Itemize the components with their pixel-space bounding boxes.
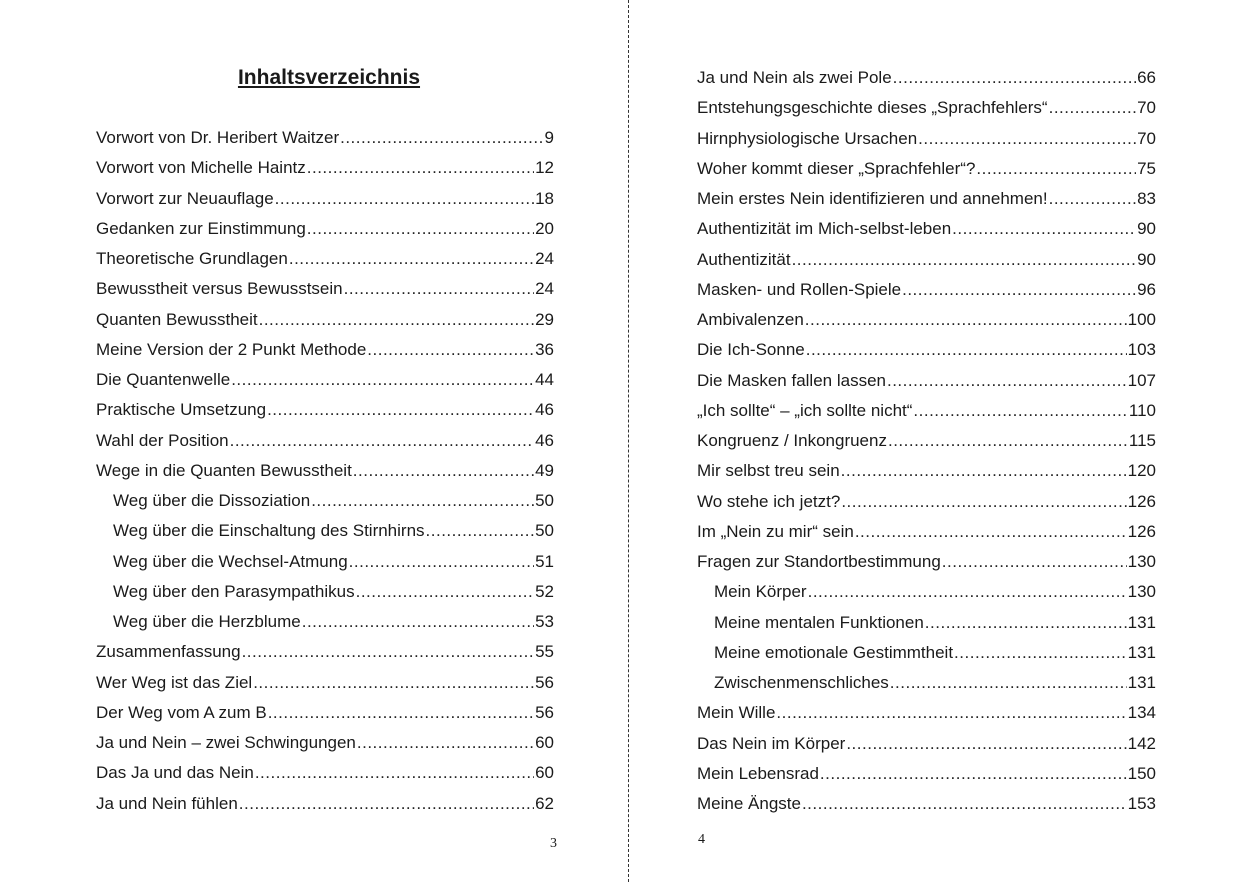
toc-entry <box>697 426 1156 456</box>
toc-list-left <box>96 123 554 819</box>
toc-entry <box>697 184 1156 214</box>
page-number-left: 3 <box>550 836 557 851</box>
toc-entry-page: 56 <box>535 702 554 722</box>
toc-entry <box>697 668 1156 698</box>
toc-entry-page: 50 <box>535 521 554 541</box>
toc-entry-page: 131 <box>1127 612 1156 632</box>
toc-entry-page: 29 <box>535 309 554 329</box>
toc-entry <box>697 366 1156 396</box>
toc-dot-leader <box>307 153 534 183</box>
toc-entry-label: Der Weg vom A zum B <box>96 702 267 722</box>
right-page <box>630 0 1255 882</box>
toc-dot-leader <box>302 607 534 637</box>
toc-dot-leader <box>367 335 534 365</box>
toc-entry-page: 49 <box>535 460 554 480</box>
toc-entry-page: 46 <box>535 400 554 420</box>
toc-entry-page: 56 <box>535 672 554 692</box>
toc-entry-label: Bewusstheit versus Bewusstsein <box>96 279 343 299</box>
toc-entry <box>96 758 554 788</box>
toc-entry <box>697 547 1156 577</box>
toc-dot-leader <box>820 759 1127 789</box>
toc-dot-leader <box>307 214 534 244</box>
toc-entry-page: 53 <box>535 612 554 631</box>
toc-dot-leader <box>841 487 1126 517</box>
toc-dot-leader <box>259 305 534 335</box>
toc-entry-page: 126 <box>1127 521 1156 541</box>
toc-entry-page: 70 <box>1137 128 1156 148</box>
toc-dot-leader <box>942 547 1127 577</box>
toc-dot-leader <box>846 729 1126 759</box>
toc-entry-page: 107 <box>1127 370 1156 390</box>
toc-entry <box>697 335 1156 365</box>
toc-entry-label: Zwischenmenschliches <box>714 673 889 692</box>
toc-dot-leader <box>887 366 1127 396</box>
toc-entry-label: Die Masken fallen lassen <box>697 370 886 390</box>
toc-dot-leader <box>893 63 1136 93</box>
toc-dot-leader <box>1049 184 1136 214</box>
toc-entry <box>697 124 1156 154</box>
toc-list-right <box>697 63 1156 819</box>
toc-entry-label: Die Ich-Sonne <box>697 340 805 360</box>
toc-entry-page: 115 <box>1128 431 1156 450</box>
toc-entry-page: 44 <box>535 370 554 389</box>
toc-dot-leader <box>954 638 1127 668</box>
toc-entry <box>96 516 554 546</box>
toc-entry-label: Meine Version der 2 Punkt Methode <box>96 339 367 359</box>
toc-entry-label: Wahl der Position <box>96 430 229 450</box>
toc-dot-leader <box>976 154 1136 184</box>
toc-dot-leader <box>275 184 534 214</box>
toc-entry <box>697 517 1156 547</box>
toc-dot-leader <box>888 426 1128 456</box>
toc-entry-label: Zusammenfassung <box>96 642 241 662</box>
toc-entry-label: Authentizität <box>697 249 791 269</box>
toc-entry <box>96 426 554 456</box>
toc-entry-label: Das Ja und das Nein <box>96 763 254 783</box>
toc-entry-page: 150 <box>1127 763 1156 783</box>
toc-entry <box>96 728 554 758</box>
toc-entry-label: Mein Lebensrad <box>697 763 819 783</box>
toc-entry-label: Masken- und Rollen-Spiele <box>697 279 902 299</box>
toc-entry-page: 9 <box>544 128 554 147</box>
toc-dot-leader <box>230 426 534 456</box>
toc-dot-leader <box>239 789 534 819</box>
toc-entry-page: 62 <box>535 793 554 813</box>
toc-entry-page: 55 <box>535 642 554 662</box>
toc-entry-label: Kongruenz / Inkongruenz <box>697 431 887 450</box>
toc-entry-label: Vorwort von Dr. Heribert Waitzer <box>96 128 340 147</box>
toc-entry-page: 142 <box>1127 733 1156 753</box>
toc-entry-page: 18 <box>535 188 554 208</box>
toc-entry <box>697 789 1156 819</box>
toc-dot-leader <box>231 365 534 395</box>
toc-entry <box>96 789 554 819</box>
toc-entry-page: 134 <box>1127 703 1156 723</box>
toc-entry-label: Vorwort von Michelle Haintz <box>96 158 306 178</box>
toc-dot-leader <box>952 214 1136 244</box>
toc-entry-label: Hirnphysiologische Ursachen <box>697 128 918 148</box>
toc-entry <box>96 184 554 214</box>
toc-entry-label: Meine Ängste <box>697 794 801 813</box>
toc-dot-leader <box>344 274 534 304</box>
toc-entry-page: 83 <box>1137 189 1156 208</box>
toc-dot-leader <box>925 608 1127 638</box>
toc-entry-label: Mein Wille <box>697 703 776 723</box>
toc-entry-page: 153 <box>1127 794 1156 813</box>
toc-entry-label: Fragen zur Standortbestimmung <box>697 552 941 571</box>
toc-entry <box>96 214 554 244</box>
toc-entry-page: 120 <box>1127 461 1156 481</box>
toc-dot-leader <box>311 486 534 516</box>
toc-entry-label: Ambivalenzen <box>697 310 804 329</box>
toc-entry-page: 90 <box>1137 219 1156 239</box>
toc-entry-page: 103 <box>1127 340 1156 360</box>
toc-entry-page: 60 <box>535 763 554 783</box>
toc-entry <box>697 729 1156 759</box>
toc-entry-label: Mir selbst treu sein <box>697 461 840 481</box>
toc-dot-leader <box>805 305 1127 335</box>
toc-entry <box>697 154 1156 184</box>
toc-entry-label: Wo stehe ich jetzt? <box>697 491 841 511</box>
toc-entry <box>96 637 554 667</box>
toc-entry-label: Wer Weg ist das Ziel <box>96 672 253 692</box>
toc-entry-page: 130 <box>1127 582 1156 602</box>
toc-entry-page: 24 <box>535 279 554 299</box>
toc-entry-page: 75 <box>1137 158 1156 178</box>
toc-entry <box>697 275 1156 305</box>
toc-dot-leader <box>340 123 543 153</box>
toc-entry <box>96 486 554 516</box>
toc-entry <box>697 608 1156 638</box>
toc-entry-label: Gedanken zur Einstimmung <box>96 218 306 238</box>
toc-entry-label: Mein Körper <box>714 582 807 602</box>
toc-title: Inhaltsverzeichnis <box>237 66 421 89</box>
toc-entry <box>697 698 1156 728</box>
toc-entry-label: Entstehungsgeschichte dieses „Sprachfehlers“ <box>697 98 1048 118</box>
toc-entry <box>96 607 554 637</box>
toc-entry <box>697 305 1156 335</box>
toc-entry-label: Weg über die Herzblume <box>113 612 301 631</box>
toc-entry-label: Authentizität im Mich-selbst-leben <box>697 219 952 239</box>
page-number-right: 4 <box>698 832 705 847</box>
toc-entry <box>96 698 554 728</box>
toc-entry-page: 46 <box>535 430 554 450</box>
toc-entry <box>96 456 554 486</box>
toc-dot-leader <box>890 668 1127 698</box>
toc-entry-page: 60 <box>535 733 554 752</box>
toc-dot-leader <box>776 698 1126 728</box>
toc-entry-label: Quanten Bewusstheit <box>96 309 258 329</box>
toc-entry <box>697 487 1156 517</box>
toc-dot-leader <box>357 728 534 758</box>
toc-dot-leader <box>1049 93 1136 123</box>
toc-entry-page: 96 <box>1137 279 1156 299</box>
toc-dot-leader <box>356 577 534 607</box>
toc-entry-label: Wege in die Quanten Bewusstheit <box>96 460 352 480</box>
toc-entry <box>96 365 554 395</box>
toc-entry-label: Ja und Nein – zwei Schwingungen <box>96 733 356 752</box>
toc-entry-page: 131 <box>1127 642 1156 662</box>
toc-entry-page: 131 <box>1127 673 1156 692</box>
toc-entry <box>96 335 554 365</box>
toc-entry-label: Ja und Nein als zwei Pole <box>697 68 892 87</box>
toc-entry <box>96 123 554 153</box>
toc-dot-leader <box>841 456 1127 486</box>
toc-entry-page: 51 <box>535 551 554 571</box>
toc-dot-leader <box>353 456 534 486</box>
toc-entry-label: Das Nein im Körper <box>697 733 846 753</box>
toc-entry <box>96 274 554 304</box>
toc-entry-page: 20 <box>535 218 554 238</box>
toc-entry-label: Theoretische Grundlagen <box>96 249 288 268</box>
toc-entry <box>697 577 1156 607</box>
toc-dot-leader <box>268 698 534 728</box>
toc-dot-leader <box>806 335 1127 365</box>
toc-entry <box>96 395 554 425</box>
toc-dot-leader <box>242 637 535 667</box>
toc-entry <box>697 638 1156 668</box>
toc-entry-page: 90 <box>1137 249 1156 269</box>
toc-dot-leader <box>253 668 534 698</box>
toc-entry-page: 36 <box>535 339 554 359</box>
toc-dot-leader <box>349 547 534 577</box>
toc-dot-leader <box>802 789 1127 819</box>
toc-entry <box>96 305 554 335</box>
toc-dot-leader <box>426 516 535 546</box>
toc-entry-label: Weg über die Dissoziation <box>113 491 311 510</box>
toc-entry-page: 126 <box>1127 491 1156 511</box>
toc-entry <box>96 577 554 607</box>
toc-dot-leader <box>918 124 1136 154</box>
toc-entry-page: 100 <box>1127 310 1156 329</box>
toc-entry-label: Meine emotionale Gestimmtheit <box>714 642 954 662</box>
toc-entry-label: Weg über die Wechsel-Atmung <box>113 551 348 571</box>
toc-dot-leader <box>792 245 1137 275</box>
toc-entry <box>96 153 554 183</box>
toc-entry-label: Ja und Nein fühlen <box>96 793 238 813</box>
toc-entry-page: 52 <box>535 581 554 601</box>
toc-entry-page: 110 <box>1128 400 1156 420</box>
toc-entry <box>96 668 554 698</box>
toc-entry-label: Die Quantenwelle <box>96 370 231 389</box>
toc-dot-leader <box>808 577 1127 607</box>
toc-entry <box>697 759 1156 789</box>
toc-entry-page: 130 <box>1127 552 1156 571</box>
toc-entry <box>697 456 1156 486</box>
toc-entry <box>96 244 554 274</box>
toc-dot-leader <box>902 275 1136 305</box>
toc-entry-label: Woher kommt dieser „Sprachfehler“? <box>697 158 976 178</box>
toc-dot-leader <box>913 396 1127 426</box>
toc-entry-label: Weg über den Parasympathikus <box>113 581 355 601</box>
toc-dot-leader <box>267 395 534 425</box>
toc-entry-label: Meine mentalen Funktionen <box>714 612 924 632</box>
toc-entry-page: 66 <box>1137 68 1156 87</box>
toc-entry <box>697 245 1156 275</box>
toc-dot-leader <box>255 758 534 788</box>
toc-entry-page: 12 <box>535 158 554 178</box>
page-divider <box>628 0 629 882</box>
toc-entry-label: Praktische Umsetzung <box>96 400 267 420</box>
toc-entry-page: 50 <box>535 491 554 510</box>
toc-entry-page: 70 <box>1137 98 1156 118</box>
toc-entry <box>697 396 1156 426</box>
toc-entry-label: Im „Nein zu mir“ sein <box>697 521 854 541</box>
toc-dot-leader <box>289 244 534 274</box>
toc-entry-label: Mein erstes Nein identifizieren und annehmen! <box>697 189 1048 208</box>
toc-dot-leader <box>855 517 1127 547</box>
toc-entry-label: „Ich sollte“ – „ich sollte nicht“ <box>697 400 913 420</box>
toc-entry-label: Weg über die Einschaltung des Stirnhirns <box>113 521 425 541</box>
toc-entry <box>697 63 1156 93</box>
toc-entry <box>697 93 1156 123</box>
toc-entry <box>96 547 554 577</box>
toc-entry-page: 24 <box>535 249 554 268</box>
toc-entry-label: Vorwort zur Neuauflage <box>96 188 274 208</box>
toc-entry <box>697 214 1156 244</box>
